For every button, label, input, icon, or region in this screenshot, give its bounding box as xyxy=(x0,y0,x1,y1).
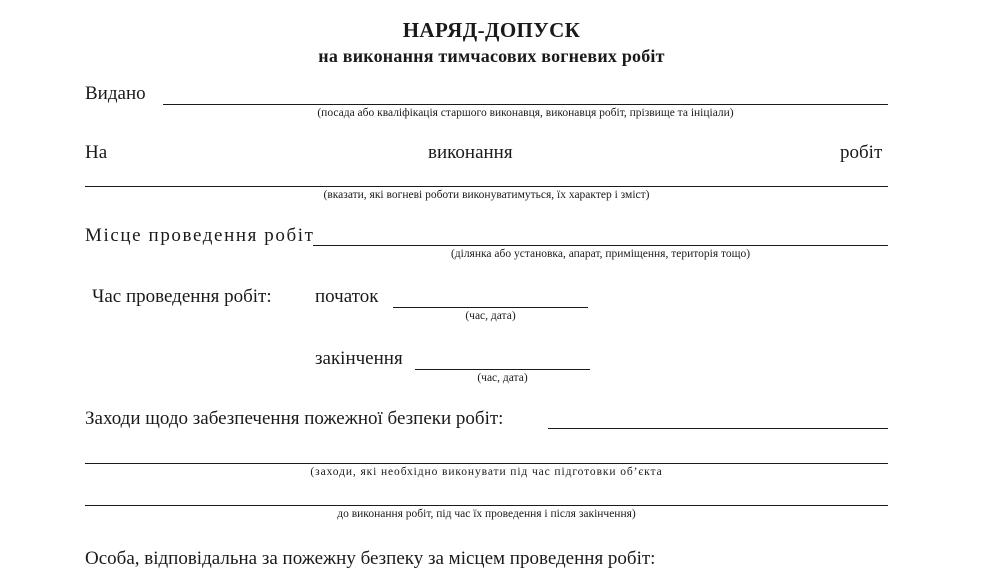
responsible-person-label: Особа, відповідальна за пожежну безпеку за місцем проведення робіт: xyxy=(85,548,656,569)
document-title-block xyxy=(0,17,983,68)
fire-safety-measures-input-line-2[interactable] xyxy=(85,463,888,464)
work-description-suffix-label: робіт xyxy=(840,142,883,163)
document-title: НАРЯД-ДОПУСК xyxy=(402,18,581,42)
fire-safety-measures-input-line-3[interactable] xyxy=(85,505,888,506)
work-time-label: Час проведення робіт: xyxy=(92,286,272,307)
fire-safety-measures-input-line-1[interactable] xyxy=(548,428,888,429)
work-time-end-label: закінчення xyxy=(315,348,403,369)
fire-safety-measures-caption-line-1: (заходи, які необхідно виконувати під час підготовки об’єкта xyxy=(310,466,663,478)
work-time-start-input-line[interactable] xyxy=(393,307,588,308)
work-time-start-caption: (час, дата) xyxy=(465,310,516,322)
work-description-input-line[interactable] xyxy=(85,186,888,187)
work-time-end-caption: (час, дата) xyxy=(477,372,528,384)
work-time-end-input-line[interactable] xyxy=(415,369,590,370)
document-subtitle: на виконання тимчасових вогневих робіт xyxy=(318,46,665,66)
work-description-middle-label: виконання xyxy=(428,142,513,163)
work-description-prefix-label: На xyxy=(85,142,108,163)
issued-to-input-line[interactable] xyxy=(163,104,888,105)
issued-to-label: Видано xyxy=(85,83,146,104)
fire-safety-measures-label: Заходи щодо забезпечення пожежної безпеки робіт: xyxy=(85,408,504,429)
work-time-start-label: початок xyxy=(315,286,379,307)
issued-to-caption: (посада або кваліфікація старшого виконавця, виконавця робіт, прізвище та ініціали) xyxy=(317,107,734,119)
work-place-caption: (ділянка або установка, апарат, приміщення, територія тощо) xyxy=(450,248,751,260)
work-description-caption: (вказати, які вогневі роботи виконуватимуться, їх характер і зміст) xyxy=(323,189,650,201)
work-place-input-line[interactable] xyxy=(313,245,888,246)
work-place-label: Місце проведення робіт xyxy=(85,225,315,246)
fire-safety-measures-caption-line-2: до виконання робіт, під час їх проведення і після закінчення) xyxy=(337,508,636,520)
